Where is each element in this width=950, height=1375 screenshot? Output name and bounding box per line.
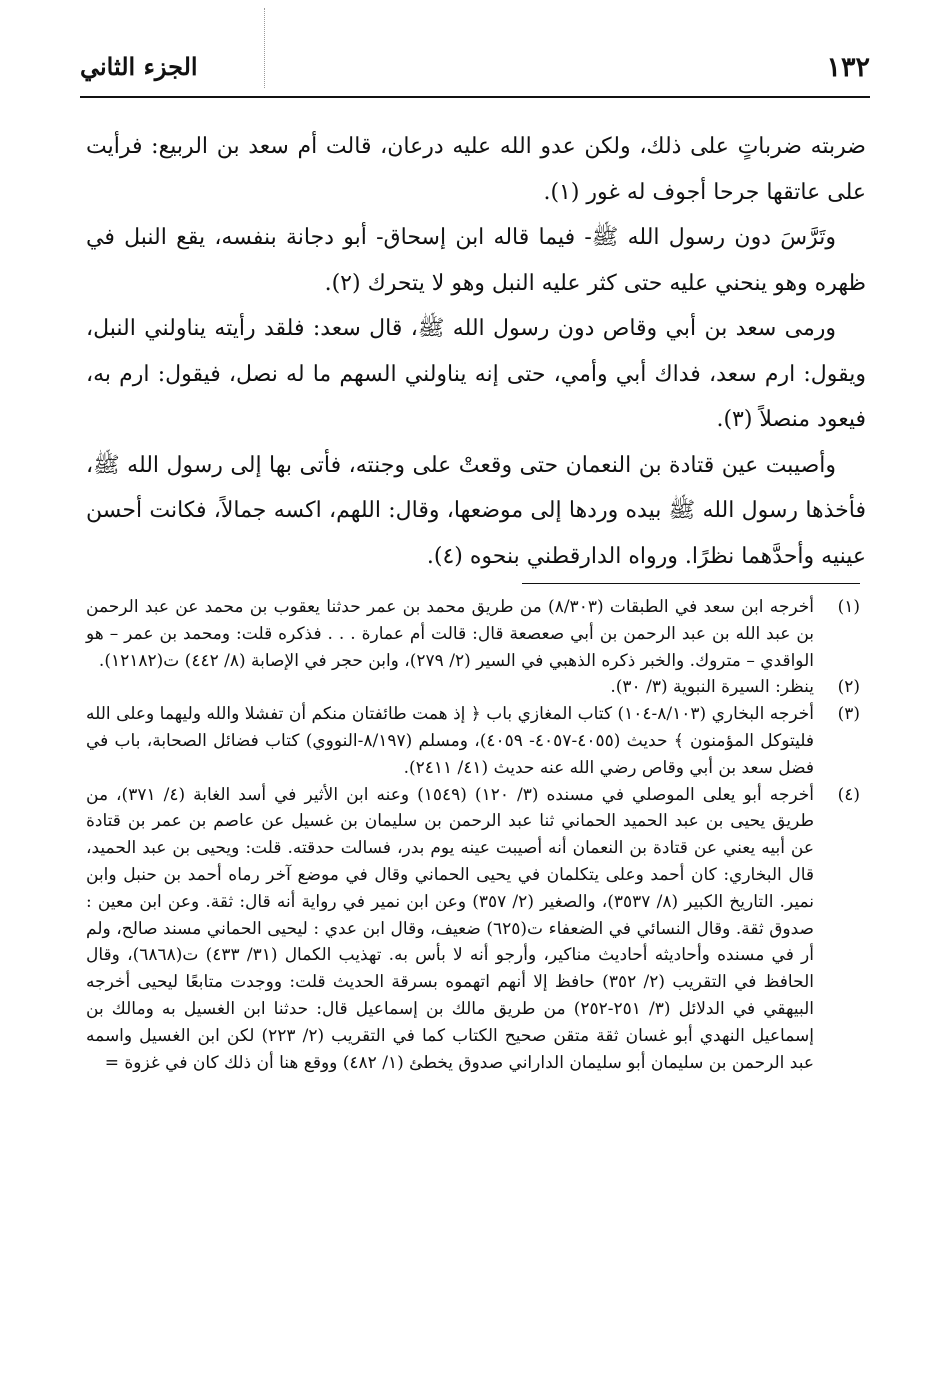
paragraph: ورمى سعد بن أبي وقاص دون رسول الله ﷺ، قال سعد: فلقد رأيته يناولني النبل، ويقول: ارم سعد، فداك أبي وأمي، حتى إنه يناولني السهم ما له نصل، فيقول: ارم به، فيعود منصلاً (٣). [86,316,866,432]
footnote [86,594,860,674]
footnote-number: (١) [837,597,860,617]
footnote-text: أخرجه البخاري (٨/١٠٣-١٠٤) كتاب المغازي باب ﴿ إذ همت طائفتان منكم أن تفشلا والله وليهما وعلى الله فليتوكل المؤمنون ﴾ حديث (٤٠٥٥-٤٠٥٧- ٤٠٥٩)، ومسلم (٨/١٩٧-النووي) كتاب فضائل الصحابة، باب في فضل سعد بن أبي وقاص رضي الله عنه حديث (٤١/ ٢٤١١). [86,704,814,778]
paragraph: ضربته ضرباتٍ على ذلك، ولكن عدو الله عليه درعان، قالت أم سعد بن الربيع: فرأيت على عاتقها جرحا أجوف له غور (١). [86,134,866,205]
footnotes [86,594,860,1076]
main-text [86,124,866,579]
footnote-number: (٤) [837,784,860,805]
footnote-number: (٢) [837,677,860,698]
paragraph: وتَرَّسَ دون رسول الله ﷺ- فيما قاله ابن إسحاق- أبو دجانة بنفسه، يقع النبل في ظهره وهو ينحني عليه حتى كثر عليه النبل وهو لا يتحرك (٢). [86,225,866,296]
page-number: ١٣٢ [826,52,870,83]
footnote-text: أخرجه أبو يعلى الموصلي في مسنده (٣/ ١٢٠) (١٥٤٩) وعنه ابن الأثير في أسد الغابة (٤/ ٣٧١)، من طريق يحيى بن عبد الحميد الحماني ثنا عبد الرحمن بن سليمان بن غسيل عن عاصم بن عمر بن قتادة عن أبيه يعني عن قتادة بن النعمان أنه أصيبت عينه يوم بدر، فسالت حدقته. قلت: ويحيى بن عبد الحميد، قال البخاري: كان أحمد وعلى يتكلمان في يحيى الحماني وقال في موضع آخر رماه أحمد بن حنبل وابن نمير. التاريخ الكبير (٨/ ٣٥٣٧)، والصغير (٢/ ٣٥٧) وعن ابن نمير في رواية أنه قال: ثقة. وعن ابن معين : صدوق ثقة. وقال النسائي في الضعفاء ت(٦٢٥) ضعيف، وقال ابن عدي : ليحيى الحماني مسند صالح، ولم أر في مسنده وأحاديثه أحاديث مناكير، وأرجو أنه لا بأس به. تهذيب الكمال (٣١/ ٤٣٣) ت(٦٨٦٨)، وقال الحافظ في التقريب (٢/ ٣٥٢) حافظ إلا أنهم اتهموه بسرقة الحديث قلت: ووجدت متابعًا ليحيى أخرجه البيهقي في الدلائل (٣/ ٢٥١-٢٥٢) من طريق مالك بن إسماعيل قال: حدثنا ابن الغسيل به ومالك بن إسماعيل النهدي أبو غسان ثقة متقن صحيح الكتاب كما في التقريب (٢/ ٢٢٣) لكن ابن الغسيل واسمه عبد الرحمن بن سليمان أبو سليمان الداراني صدوق يخطئ (١/ ٤٨٢) ووقع هنا أن ذلك كان في غزوة = [86,784,815,1073]
footnote-number: (٣) [837,704,860,725]
paragraph: وأصيبت عين قتادة بن النعمان حتى وقعتْ على وجنته، فأتى بها إلى رسول الله ﷺ، فأخذها رسول الله ﷺ بيده وردها إلى موضعها، وقال: اللهم، اكسه جمالاً، فكانت أحسن عينيه وأحدَّهما نظرًا. ورواه الدارقطني بنحوه (٤). [86,452,866,569]
footnote-text: أخرجه ابن سعد في الطبقات (٨/٣٠٣) من طريق محمد بن عمر حدثنا يعقوب بن محمد عن عبد الرحمن بن عبد الله بن عبد الرحمن بن أبي صعصعة قال: قالت أم عمارة . . . فذكره قلت: ومحمد بن عمر – هو الواقدي – متروك. والخبر ذكره الذهبي في السير (٢/ ٢٧٩)، وابن حجر في الإصابة (٨/ ٤٤٢) ت(١٢١٨٢). [86,597,814,671]
footnote-separator [522,583,860,584]
footnote [86,782,860,1077]
footnote [86,701,860,781]
page-header [80,52,870,96]
footnote-text: ينظر: السيرة النبوية (٣/ ٣٠). [610,677,814,698]
running-title: الجزء الثاني [80,52,198,81]
header-rule [80,96,870,98]
footnote [86,674,860,701]
